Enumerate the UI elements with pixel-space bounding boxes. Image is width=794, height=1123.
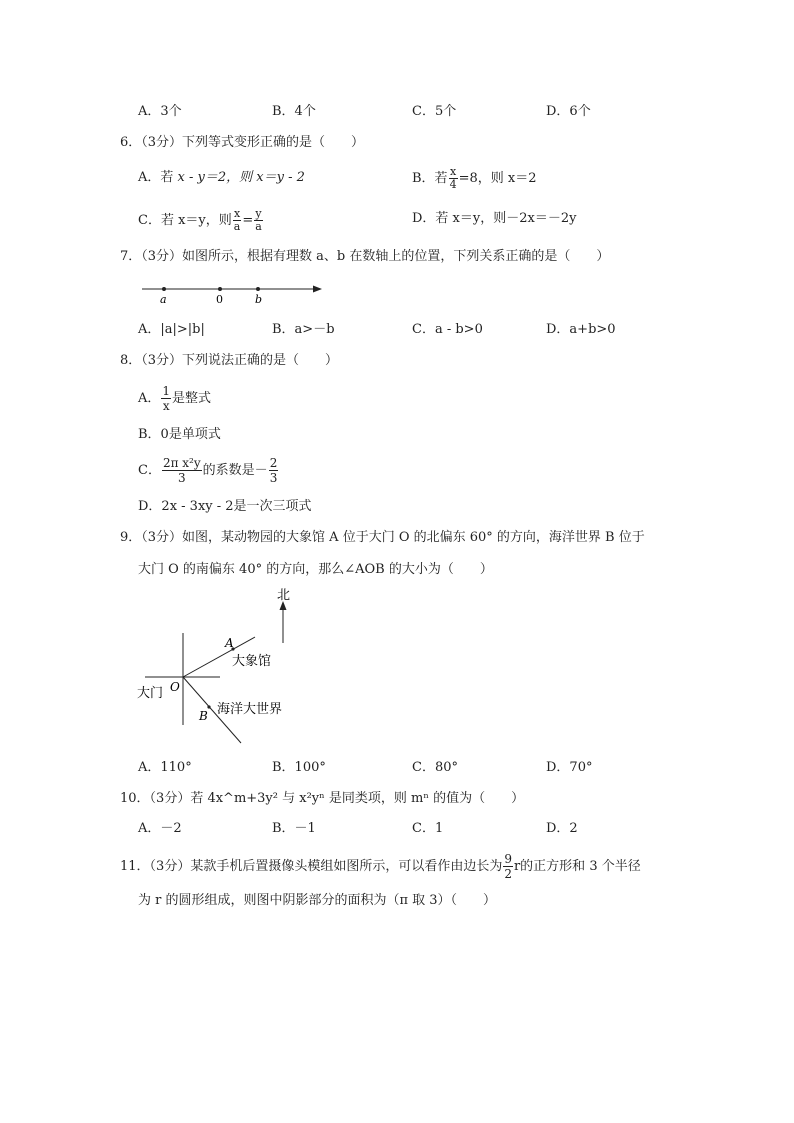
q6-b-fraction bbox=[449, 166, 458, 191]
label-b: B bbox=[199, 709, 208, 723]
q8-a-prefix: A． bbox=[138, 391, 161, 406]
q6-a-expr: x - y＝2，则 x＝y - 2 bbox=[177, 170, 305, 185]
q8-c-fraction bbox=[162, 456, 202, 485]
q8-c-frac-num: 2π x²y bbox=[162, 456, 201, 470]
q8-option-c: C． $\frac{\text{2π x²y}}{3}$ 的系数是－ $\frac{2}{3}$ bbox=[138, 456, 278, 485]
q9-option-d: D．70° bbox=[546, 760, 593, 775]
q8-a-fraction bbox=[161, 384, 171, 413]
q9-stem-line1: 9．（3分）如图，某动物园的大象馆 A 位于大门 O 的北偏东 60° 的方向，海洋世界 B 位于 bbox=[120, 530, 645, 545]
q8-c-prefix: C． bbox=[138, 463, 161, 478]
label-ocean-world: 海洋大世界 bbox=[217, 702, 283, 717]
q9-stem-line2: 大门 O 的南偏东 40° 的方向，那么∠AOB 的大小为（ ） bbox=[138, 562, 493, 577]
q6-stem: 6．（3分）下列等式变形正确的是（ ） bbox=[120, 135, 365, 150]
point-b bbox=[256, 287, 260, 291]
q6-option-a bbox=[138, 170, 305, 186]
q11-frac-num: 9 bbox=[504, 852, 512, 866]
label-gate: 大门 bbox=[137, 686, 164, 701]
q11-stem1-post: r的正方形和 3 个半径 bbox=[513, 859, 641, 874]
q6-c-frac2-den: a bbox=[255, 220, 262, 233]
label-b: b bbox=[255, 293, 263, 306]
q10-option-b: B．－1 bbox=[272, 821, 316, 836]
q8-a-frac-num: 1 bbox=[162, 384, 171, 398]
q7-stem: 7．（3分）如图所示，根据有理数 a、b 在数轴上的位置，下列关系正确的是（ ） bbox=[120, 249, 610, 264]
q6-option-b bbox=[412, 166, 536, 191]
q8-c-mid: 的系数是 bbox=[202, 463, 255, 478]
q6-c-frac2-num: y bbox=[255, 207, 262, 220]
q7-option-c: C．a - b>0 bbox=[412, 322, 483, 337]
q5-option-a: A．3个 bbox=[138, 104, 182, 119]
q6-b-frac-num: x bbox=[449, 165, 457, 178]
q6-c-fraction-2 bbox=[254, 208, 263, 233]
point-a bbox=[162, 287, 166, 291]
q10-stem: 10．（3分）若 4x^m+3y² 与 x²yⁿ 是同类项，则 mⁿ 的值为（ ） bbox=[120, 791, 525, 806]
q5-option-c: C．5个 bbox=[412, 104, 457, 119]
q7-option-b: B．a>－b bbox=[272, 322, 335, 337]
q11-stem-line2: 为 r 的圆形组成，则图中阴影部分的面积为（π 取 3）（ ） bbox=[138, 893, 497, 908]
q11-fraction bbox=[503, 852, 513, 881]
q6-option-c bbox=[138, 208, 264, 233]
q6-a-prefix: A．若 bbox=[138, 170, 174, 185]
q8-c-frac2-num: 2 bbox=[269, 456, 278, 470]
q8-option-a bbox=[138, 384, 211, 413]
q10-option-d: D．2 bbox=[546, 821, 578, 836]
q6-b-frac-den: 4 bbox=[449, 178, 457, 191]
q10-option-a: A．－2 bbox=[138, 821, 182, 836]
q11-stem-line1 bbox=[120, 852, 641, 881]
q6-c-frac1-num: x bbox=[233, 207, 241, 220]
q7-number-line bbox=[140, 278, 330, 306]
q6-c-prefix: C．若 x＝y，则 bbox=[138, 213, 232, 228]
label-a: a bbox=[160, 293, 167, 306]
q10-option-c: C．1 bbox=[412, 821, 444, 836]
q7-option-a: A．|a|>|b| bbox=[138, 322, 205, 337]
q6-c-frac1-den: a bbox=[233, 220, 241, 233]
q5-option-d: D．6个 bbox=[546, 104, 591, 119]
q8-stem: 8．（3分）下列说法正确的是（ ） bbox=[120, 353, 339, 368]
q8-c-frac-den: 3 bbox=[177, 471, 186, 485]
q8-a-rest: 是整式 bbox=[172, 391, 212, 406]
q8-option-d: D．2x - 3xy - 2是一次三项式 bbox=[138, 499, 312, 514]
label-elephant-hall: 大象馆 bbox=[232, 654, 272, 669]
north-label: 北 bbox=[277, 588, 291, 603]
q7-option-d: D．a+b>0 bbox=[546, 322, 616, 337]
label-o: O bbox=[170, 680, 180, 694]
number-line-arrow-icon bbox=[313, 286, 322, 293]
label-a: A bbox=[225, 636, 234, 650]
q6-option-d: D．若 x＝y，则－2x＝－2y bbox=[412, 211, 577, 226]
q6-c-eq: = bbox=[242, 213, 254, 228]
q6-b-rest: =8，则 x＝2 bbox=[458, 171, 537, 186]
q9-option-b: B．100° bbox=[272, 760, 326, 775]
q8-option-b: B．0是单项式 bbox=[138, 427, 221, 442]
q8-a-frac-den: x bbox=[162, 399, 170, 413]
q9-option-c: C．80° bbox=[412, 760, 458, 775]
q9-option-a: A．110° bbox=[138, 760, 192, 775]
point-b bbox=[207, 705, 210, 708]
q6-c-fraction-1 bbox=[233, 208, 242, 233]
q5-option-b: B．4个 bbox=[272, 104, 316, 119]
q8-c-frac2-den: 3 bbox=[269, 471, 278, 485]
q9-direction-figure bbox=[135, 585, 315, 750]
q11-stem1-pre: 11．（3分）某款手机后置摄像头模组如图所示，可以看作由边长为 bbox=[120, 859, 503, 874]
label-zero: 0 bbox=[216, 293, 223, 306]
q6-b-prefix: B．若 bbox=[412, 171, 448, 186]
q11-frac-den: 2 bbox=[504, 867, 512, 881]
q8-c-fraction-2 bbox=[269, 456, 279, 485]
point-zero bbox=[218, 287, 222, 291]
